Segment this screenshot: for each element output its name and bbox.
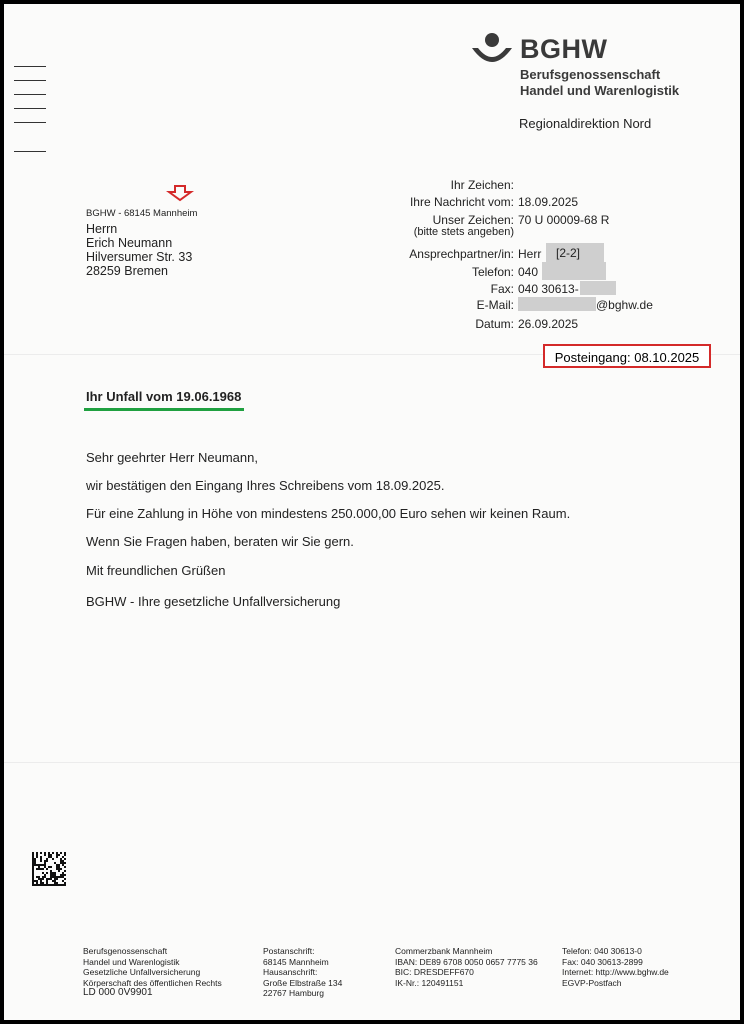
recipient-street: Hilversumer Str. 33 — [86, 250, 193, 264]
bghw-logo-icon — [470, 32, 514, 72]
body-paragraph: wir bestätigen den Eingang Ihres Schreibens vom 18.09.2025. — [86, 478, 445, 493]
info-ansprechpartner — [384, 247, 714, 263]
fold-mark — [14, 66, 46, 67]
letter-page — [4, 4, 740, 1020]
info-label: E-Mail: — [476, 298, 514, 312]
logo-name: BGHW — [520, 34, 608, 64]
fold-mark — [14, 122, 46, 123]
info-value: 26.09.2025 — [518, 317, 579, 331]
footer-line: Gesetzliche Unfallversicherung — [83, 967, 201, 977]
info-value: 70 U 00009-68 R — [518, 213, 610, 227]
footer-line: IBAN: DE89 6708 0050 0657 7775 36 — [395, 956, 538, 967]
info-email — [384, 298, 714, 314]
redaction-tag: [2-2] — [556, 246, 581, 260]
info-value: 18.09.2025 — [518, 195, 579, 209]
body-closing: Mit freundlichen Grüßen — [86, 563, 226, 578]
redaction — [518, 297, 596, 311]
recipient-city: 28259 Bremen — [86, 264, 169, 278]
body-greeting: Sehr geehrter Herr Neumann, — [86, 450, 258, 465]
fold-mark — [14, 80, 46, 81]
logo-subtitle: Handel und Warenlogistik — [520, 83, 680, 98]
fold-mark — [14, 151, 46, 152]
info-datum — [384, 317, 714, 333]
footer-column-address — [263, 946, 342, 999]
subject-underline — [84, 408, 244, 411]
fold-mark — [14, 108, 46, 109]
footer-line: IK-Nr.: 120491151 — [395, 977, 464, 988]
recipient-salutation: Herrn — [86, 222, 118, 236]
info-label: Fax: — [490, 282, 514, 296]
footer-line: EGVP-Postfach — [562, 977, 622, 988]
info-sublabel: (bitte stets angeben) — [413, 226, 514, 238]
info-label: Unser Zeichen: — [432, 213, 514, 227]
footer-line: Handel und Warenlogistik — [83, 956, 180, 967]
body-paragraph: Für eine Zahlung in Höhe von mindestens 250.000,00 Euro sehen wir keinen Raum. — [86, 506, 571, 521]
footer-document-code: LD 000 0V9901 — [83, 987, 153, 998]
posteingang-stamp: Posteingang: 08.10.2025 — [543, 344, 711, 368]
footer-column-contact — [562, 946, 669, 988]
redaction — [542, 262, 606, 280]
footer-column-bank — [395, 946, 538, 988]
info-value: @bghw.de — [596, 298, 653, 312]
info-label: Ansprechpartner/in: — [409, 247, 514, 261]
info-unser-zeichen — [384, 213, 714, 238]
redaction — [580, 281, 616, 295]
regional-office: Regionaldirektion Nord — [519, 116, 652, 131]
footer-line: 68145 Mannheim — [263, 956, 329, 967]
info-fax — [384, 282, 714, 298]
footer-line: BIC: DRESDEFF670 — [395, 967, 474, 977]
info-nachricht — [384, 195, 714, 211]
footer-line: Große Elbstraße 134 — [263, 977, 343, 988]
footer-line: 22767 Hamburg — [263, 988, 324, 998]
recipient-address — [86, 222, 192, 278]
fold-line — [4, 762, 740, 763]
return-address: BGHW - 68145 Mannheim — [86, 208, 198, 219]
footer-line: Körperschaft des öffentlichen Rechts — [83, 977, 222, 988]
info-label: Ihr Zeichen: — [450, 178, 514, 192]
subject-line: Ihr Unfall vom 19.06.1968 — [86, 389, 242, 404]
info-label: Ihre Nachricht vom: — [409, 195, 514, 209]
footer-line: Internet: http://www.bghw.de — [562, 967, 669, 977]
logo-subtitle: Berufsgenossenschaft — [520, 67, 661, 82]
info-ihr-zeichen — [384, 178, 714, 194]
info-label: Telefon: — [471, 265, 514, 279]
footer-line: Postanschrift: — [263, 946, 315, 956]
fold-mark — [14, 94, 46, 95]
info-value: Herr — [518, 247, 542, 261]
info-value: 040 — [518, 265, 539, 279]
body-paragraph: Wenn Sie Fragen haben, beraten wir Sie gern. — [86, 534, 354, 549]
info-label: Datum: — [475, 317, 514, 331]
footer-line: Commerzbank Mannheim — [395, 946, 493, 956]
body-signature: BGHW - Ihre gesetzliche Unfallversicherung — [86, 594, 341, 609]
info-value: 040 30613- — [518, 282, 579, 296]
footer-line: Telefon: 040 30613-0 — [562, 946, 642, 956]
arrow-down-icon — [166, 184, 194, 202]
info-telefon — [384, 265, 714, 281]
recipient-name: Erich Neumann — [86, 236, 173, 250]
datamatrix-code — [32, 852, 66, 886]
footer-line: Hausanschrift: — [263, 967, 318, 977]
footer-column-organisation — [83, 946, 222, 999]
footer-line: Fax: 040 30613-2899 — [562, 956, 643, 967]
footer-line: Berufsgenossenschaft — [83, 946, 168, 956]
